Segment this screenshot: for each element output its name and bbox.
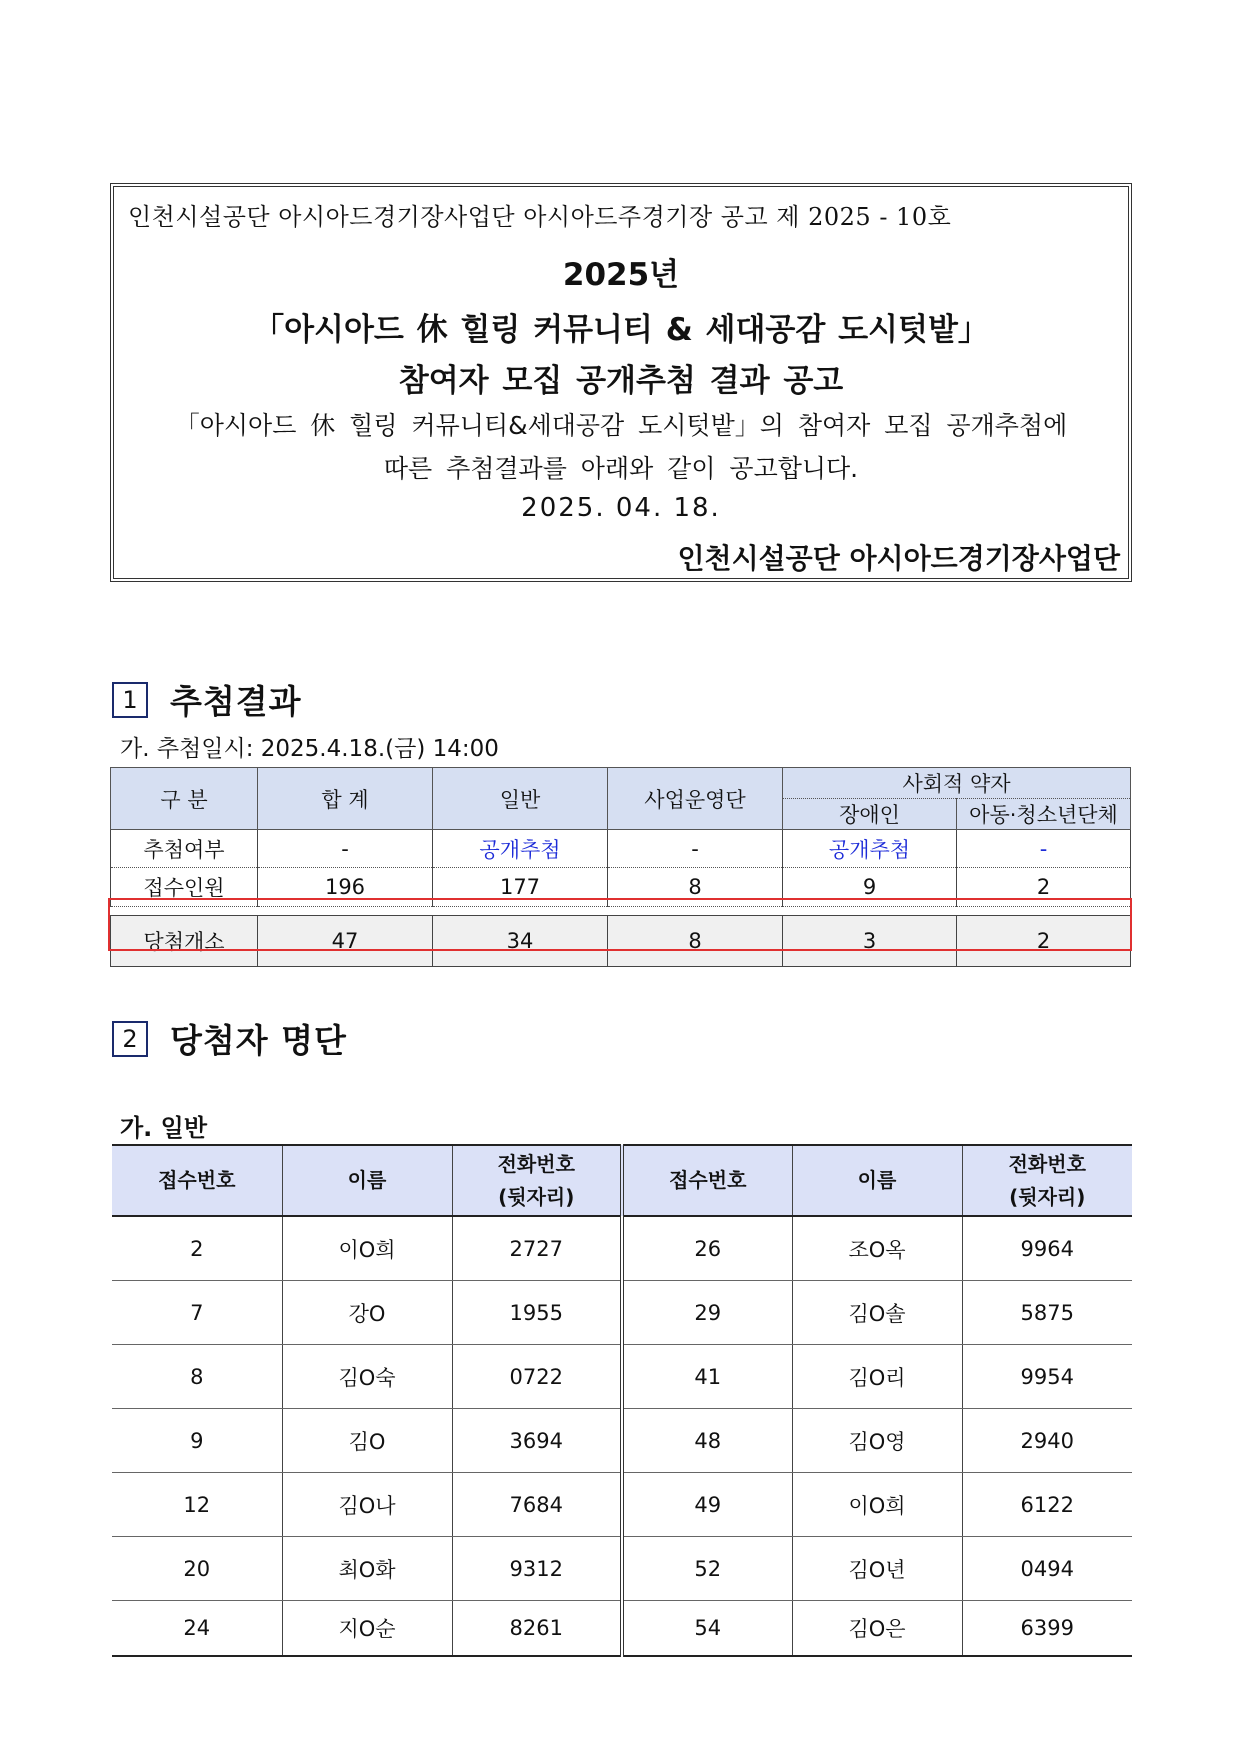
cell-phone: 6122 [962, 1473, 1132, 1537]
cell-receipt-no: 9 [112, 1409, 282, 1473]
cell-total: - [258, 830, 433, 868]
header-phone-line: 전화번호 [1008, 1151, 1086, 1176]
row-label: 추첨여부 [111, 830, 258, 868]
cell-disabled: 공개추첨 [783, 830, 957, 868]
cell-phone: 3694 [452, 1409, 622, 1473]
cell-phone: 0722 [452, 1345, 622, 1409]
draw-result-table [110, 767, 1131, 967]
cell-receipt-no: 7 [112, 1281, 282, 1345]
notice-body-line: 「아시아드 休 힐링 커뮤니티&세대공감 도시텃밭」의 참여자 모집 공개추첨에 [174, 411, 1068, 440]
notice-box [110, 183, 1132, 582]
cell-receipt-no: 52 [622, 1537, 792, 1601]
cell-operator: - [608, 830, 783, 868]
cell-operator: 8 [608, 868, 783, 907]
cell-name: 지O순 [282, 1601, 452, 1657]
cell-total: 47 [258, 916, 433, 967]
section-2-heading [112, 1015, 347, 1062]
table-row [112, 1281, 1132, 1345]
table-row [112, 1473, 1132, 1537]
table-row [111, 868, 1131, 907]
cell-phone: 6399 [962, 1601, 1132, 1657]
cell-general: 공개추첨 [433, 830, 608, 868]
cell-name: 이O희 [282, 1216, 452, 1281]
cell-name: 강O [282, 1281, 452, 1345]
cell-phone: 1955 [452, 1281, 622, 1345]
cell-phone: 0494 [962, 1537, 1132, 1601]
cell-phone: 9964 [962, 1216, 1132, 1281]
notice-body [114, 404, 1128, 490]
header-operator: 사업운영단 [608, 768, 783, 830]
table-row [112, 1601, 1132, 1657]
cell-receipt-no: 26 [622, 1216, 792, 1281]
header-vulnerable: 사회적 약자 [783, 768, 1131, 799]
header-disabled: 장애인 [783, 799, 957, 830]
section-1-heading [112, 676, 302, 723]
notice-subtitle: 참여자 모집 공개추첨 결과 공고 [398, 363, 844, 399]
cell-name: 김O년 [792, 1537, 962, 1601]
header-phone-line: (뒷자리) [498, 1184, 575, 1209]
header-name: 이름 [792, 1145, 962, 1216]
winners-subtitle: 가. 일반 [120, 1114, 208, 1142]
section-number: 2 [112, 1021, 148, 1057]
cell-name: 김O은 [792, 1601, 962, 1657]
header-receipt-no: 접수번호 [622, 1145, 792, 1216]
winners-table [112, 1144, 1132, 1657]
header-phone-line: 전화번호 [497, 1151, 575, 1176]
header-phone-line: (뒷자리) [1009, 1184, 1086, 1209]
cell-phone: 9954 [962, 1345, 1132, 1409]
cell-youth: 2 [957, 868, 1131, 907]
notice-organization: 인천시설공단 아시아드경기장사업단 [677, 542, 1120, 575]
table-row [112, 1409, 1132, 1473]
cell-name: 김O솔 [792, 1281, 962, 1345]
section-title: 추첨결과 [170, 682, 302, 721]
header-youth: 아동·청소년단체 [957, 799, 1131, 830]
cell-youth: 2 [957, 916, 1131, 967]
cell-name: 최O화 [282, 1537, 452, 1601]
cell-name: 김O영 [792, 1409, 962, 1473]
notice-date: 2025. 04. 18. [521, 493, 721, 523]
cell-disabled: 3 [783, 916, 957, 967]
cell-phone: 5875 [962, 1281, 1132, 1345]
cell-general: 177 [433, 868, 608, 907]
table-row [112, 1216, 1132, 1281]
row-label: 당첨개소 [111, 916, 258, 967]
notice-header: 인천시설공단 아시아드경기장사업단 아시아드주경기장 공고 제 2025 - 10호 [128, 203, 952, 231]
spacer-row [111, 907, 1131, 916]
table-row [112, 1345, 1132, 1409]
header-phone [962, 1145, 1132, 1216]
cell-phone: 8261 [452, 1601, 622, 1657]
cell-receipt-no: 49 [622, 1473, 792, 1537]
cell-phone: 2727 [452, 1216, 622, 1281]
cell-general: 34 [433, 916, 608, 967]
header-phone [452, 1145, 622, 1216]
header-general: 일반 [433, 768, 608, 830]
cell-receipt-no: 54 [622, 1601, 792, 1657]
cell-phone: 9312 [452, 1537, 622, 1601]
cell-name: 김O [282, 1409, 452, 1473]
cell-total: 196 [258, 868, 433, 907]
row-label: 접수인원 [111, 868, 258, 907]
cell-phone: 7684 [452, 1473, 622, 1537]
cell-receipt-no: 29 [622, 1281, 792, 1345]
cell-phone: 2940 [962, 1409, 1132, 1473]
cell-receipt-no: 2 [112, 1216, 282, 1281]
table-row [112, 1537, 1132, 1601]
cell-receipt-no: 48 [622, 1409, 792, 1473]
cell-name: 김O숙 [282, 1345, 452, 1409]
cell-name: 이O희 [792, 1473, 962, 1537]
spacer-cell [111, 907, 1131, 916]
table-row [111, 830, 1131, 868]
draw-datetime: 가. 추첨일시: 2025.4.18.(금) 14:00 [120, 736, 499, 762]
header-total: 합 계 [258, 768, 433, 830]
cell-receipt-no: 8 [112, 1345, 282, 1409]
cell-disabled: 9 [783, 868, 957, 907]
cell-operator: 8 [608, 916, 783, 967]
cell-youth: - [957, 830, 1131, 868]
cell-receipt-no: 24 [112, 1601, 282, 1657]
section-title: 당첨자 명단 [170, 1021, 347, 1060]
header-name: 이름 [282, 1145, 452, 1216]
notice-year: 2025년 [562, 257, 680, 293]
notice-body-line: 따른 추첨결과를 아래와 같이 공고합니다. [383, 454, 859, 483]
header-category: 구 분 [111, 768, 258, 830]
cell-name: 김O나 [282, 1473, 452, 1537]
section-number: 1 [112, 682, 148, 718]
cell-receipt-no: 41 [622, 1345, 792, 1409]
cell-receipt-no: 12 [112, 1473, 282, 1537]
cell-receipt-no: 20 [112, 1537, 282, 1601]
table-row [111, 916, 1131, 967]
cell-name: 조O옥 [792, 1216, 962, 1281]
cell-name: 김O리 [792, 1345, 962, 1409]
notice-title: 「아시아드 休 힐링 커뮤니티 & 세대공감 도시텃밭」 [253, 312, 989, 348]
header-receipt-no: 접수번호 [112, 1145, 282, 1216]
